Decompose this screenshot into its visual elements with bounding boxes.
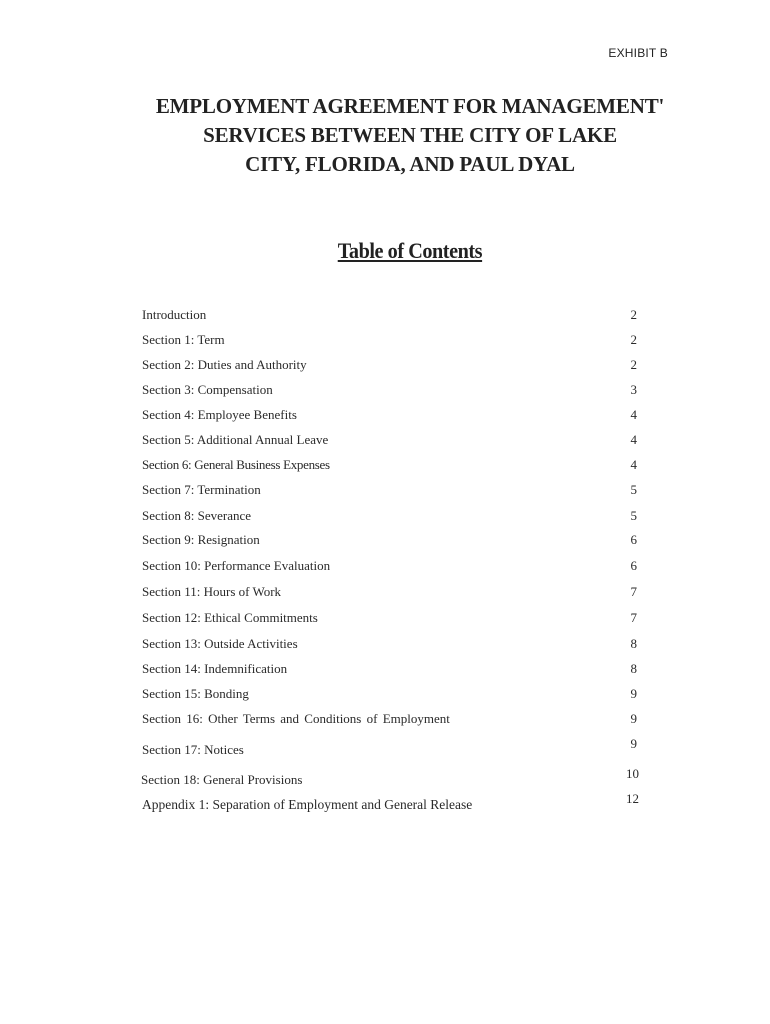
title-line: SERVICES BETWEEN THE CITY OF LAKE: [203, 123, 617, 147]
exhibit-label: EXHIBIT B: [608, 46, 668, 60]
toc-entry-page: 5: [630, 508, 637, 523]
toc-row-introduction: [142, 307, 637, 327]
toc-entry-label: Section 3: Compensation: [142, 382, 273, 397]
toc-entry-label: Section 14: Indemnification: [142, 661, 288, 676]
toc-entry-page: 12: [626, 791, 639, 806]
toc-entry-page: 9: [630, 736, 637, 751]
toc-row-section-12: [142, 610, 637, 630]
toc-entry-label: Section 4: Employee Benefits: [142, 407, 297, 422]
toc-row-section-11: [142, 584, 637, 604]
title-line: CITY, FLORIDA, AND PAUL DYAL: [245, 152, 575, 176]
toc-entry-page: 2: [630, 357, 637, 372]
toc-entry-label: Section 8: Severance: [142, 508, 252, 523]
toc-entry-label: Appendix 1: Separation of Employment and General Release: [142, 797, 473, 812]
toc-entry-label: Section 11: Hours of Work: [142, 584, 282, 599]
toc-row-section-13: [142, 636, 637, 656]
toc-entry-label: Section 16: Other Terms and Conditions of Employment: [142, 711, 450, 726]
toc-entry-page: 8: [630, 636, 637, 651]
toc-entry-page: 6: [630, 558, 637, 573]
toc-entry-label: Section 15: Bonding: [142, 686, 249, 701]
toc-entry-page: 8: [630, 661, 637, 676]
toc-row-section-4: [142, 407, 637, 427]
toc-row-section-5: [142, 432, 637, 452]
toc-entry-label: Section 1: Term: [142, 332, 225, 347]
toc-row-section-2: [142, 357, 637, 377]
toc-entry-page: 3: [630, 382, 637, 397]
toc-row-section-7: [142, 482, 637, 502]
toc-entry-page: 9: [630, 711, 637, 726]
toc-row-section-6: [142, 457, 637, 477]
toc-row-appendix-1: [142, 791, 637, 811]
toc-row-section-8: [142, 508, 637, 528]
toc-entry-label: Section 12: Ethical Commitments: [142, 610, 318, 625]
toc-entry-page: 2: [630, 332, 637, 347]
toc-row-section-1: [142, 332, 637, 352]
toc-entry-label: Section 6: General Business Expenses: [142, 457, 330, 472]
toc-entry-page: 4: [630, 457, 637, 472]
toc-entry-label: Section 13: Outside Activities: [142, 636, 298, 651]
toc-row-section-15: [142, 686, 637, 706]
toc-entry-label: Section 10: Performance Evaluation: [142, 558, 331, 573]
toc-entry-label: Section 2: Duties and Authority: [142, 357, 307, 372]
toc-row-section-17: [142, 736, 637, 756]
toc-entry-page: 2: [630, 307, 637, 322]
toc-entry-label: Section 9: Resignation: [142, 532, 260, 547]
toc-row-section-9: [142, 532, 637, 552]
toc-entry-label: Section 17: Notices: [142, 742, 244, 757]
toc-entry-label: Section 18: General Provisions: [141, 772, 303, 787]
toc-entry-label: Section 7: Termination: [142, 482, 261, 497]
toc-row-section-10: [142, 558, 637, 578]
toc-row-section-3: [142, 382, 637, 402]
toc-entry-page: 6: [630, 532, 637, 547]
toc-row-section-14: [142, 661, 637, 681]
toc-entry-page: 9: [630, 686, 637, 701]
toc-entry-page: 4: [630, 407, 637, 422]
toc-row-section-16: [142, 711, 637, 731]
toc-entry-label: Introduction: [142, 307, 207, 322]
title-line: EMPLOYMENT AGREEMENT FOR MANAGEMENT': [155, 94, 665, 118]
toc-row-section-18: [142, 766, 637, 786]
toc-entry-label: Section 5: Additional Annual Leave: [142, 432, 329, 447]
toc-entry-page: 5: [630, 482, 637, 497]
toc-entry-page: 7: [630, 610, 637, 625]
toc-entry-page: 10: [626, 766, 639, 781]
toc-entry-page: 7: [630, 584, 637, 599]
toc-heading: Table of Contents: [337, 238, 483, 263]
toc-entry-page: 4: [630, 432, 637, 447]
